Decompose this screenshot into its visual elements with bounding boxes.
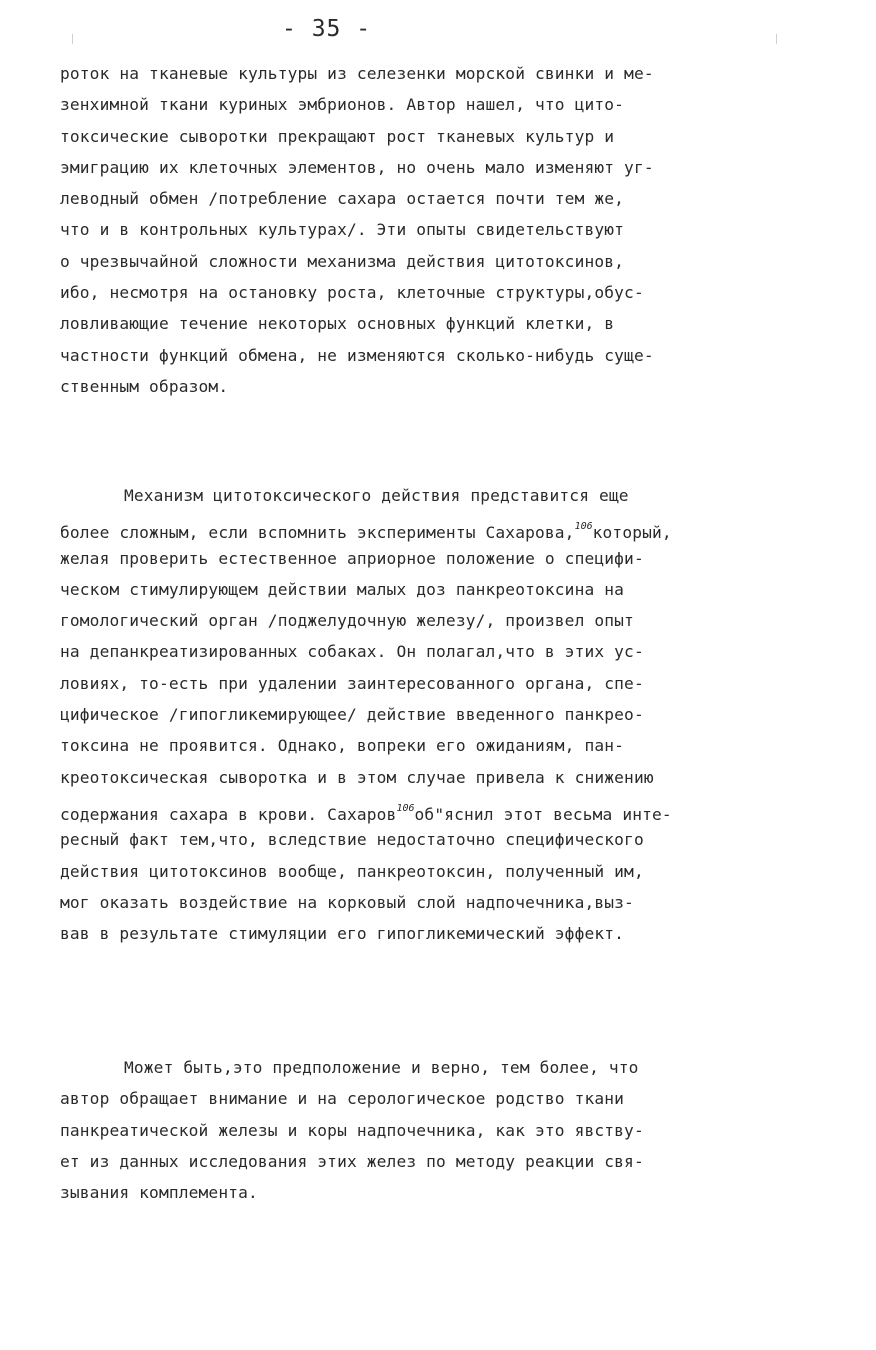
paragraph-1 bbox=[60, 58, 840, 402]
text-line: роток на тканевые культуры из селезенки морской свинки и ме- bbox=[60, 64, 654, 83]
text-line: леводный обмен /потребление сахара остается почти тем же, bbox=[60, 189, 625, 209]
margin-mark-left bbox=[72, 34, 73, 44]
text-line: Может быть,это предположение и верно, тем более, что bbox=[124, 1058, 639, 1077]
text-line: желая проверить естественное априорное положение о специфи- bbox=[60, 548, 644, 568]
text-line: цифическое /гипогликемирующее/ действие введенного панкрео- bbox=[60, 705, 644, 725]
text-line bbox=[60, 511, 840, 542]
text-line: мог оказать воздействие на корковый слой надпочечника,выз- bbox=[60, 892, 634, 912]
paragraph-2 bbox=[60, 480, 840, 949]
text-line: ловливающие течение некоторых основных функций клетки, в bbox=[60, 314, 615, 334]
text-line: зывания комплемента. bbox=[60, 1183, 258, 1203]
text-line: частности функций обмена, не изменяются сколько-нибудь суще- bbox=[60, 345, 654, 365]
text-line: ибо, несмотря на остановку роста, клеточные структуры,обус- bbox=[60, 283, 644, 303]
reference-number: 106 bbox=[574, 521, 593, 533]
text-line: ресный факт тем,что, вследствие недостаточно специфического bbox=[60, 830, 644, 850]
text-span: содержания сахара в крови. Сахаров bbox=[60, 804, 397, 824]
text-line: гомологический орган /поджелудочную железу/, произвел опыт bbox=[60, 611, 634, 631]
margin-mark-right bbox=[776, 34, 777, 44]
text-line: ет из данных исследования этих желез по методу реакции свя- bbox=[60, 1151, 644, 1171]
text-line: Механизм цитотоксического действия представится еще bbox=[124, 486, 629, 505]
text-line: креотоксическая сыворотка и в этом случае привела к снижению bbox=[60, 767, 654, 787]
text-line: ловиях, то-есть при удалении заинтересованного органа, спе- bbox=[60, 673, 644, 693]
reference-number: 106 bbox=[396, 802, 415, 814]
text-line: ственным образом. bbox=[60, 376, 229, 396]
text-line: на депанкреатизированных собаках. Он полагал,что в этих ус- bbox=[60, 642, 644, 662]
text-line bbox=[60, 793, 840, 824]
paragraph-3 bbox=[60, 1052, 840, 1208]
text-span: более сложным, если вспомнить эксперименты Сахарова, bbox=[60, 523, 575, 543]
text-span: об"яснил этот весьма инте- bbox=[414, 804, 672, 824]
text-line: панкреатической железы и коры надпочечника, как это явству- bbox=[60, 1120, 644, 1140]
text-line: ческом стимулирующем действии малых доз панкреотоксина на bbox=[60, 579, 625, 599]
text-line: действия цитотоксинов вообще, панкреотоксин, полученный им, bbox=[60, 861, 644, 881]
text-line: что и в контрольных культурах/. Эти опыты свидетельствуют bbox=[60, 220, 625, 240]
text-line: о чрезвычайной сложности механизма действия цитотоксинов, bbox=[60, 251, 625, 271]
text-line: токсические сыворотки прекращают рост тканевых культур и bbox=[60, 126, 615, 146]
text-line: автор обращает внимание и на серологическое родство ткани bbox=[60, 1089, 625, 1109]
text-line: эмиграцию их клеточных элементов, но очень мало изменяют уг- bbox=[60, 157, 654, 177]
text-line: зенхимной ткани куриных эмбрионов. Автор нашел, что цито- bbox=[60, 95, 625, 115]
text-line: вав в результате стимуляции его гипогликемический эффект. bbox=[60, 924, 625, 944]
page-number: - 35 - bbox=[282, 16, 372, 42]
text-line: токсина не проявится. Однако, вопреки его ожиданиям, пан- bbox=[60, 736, 625, 756]
text-span: который, bbox=[592, 523, 672, 543]
